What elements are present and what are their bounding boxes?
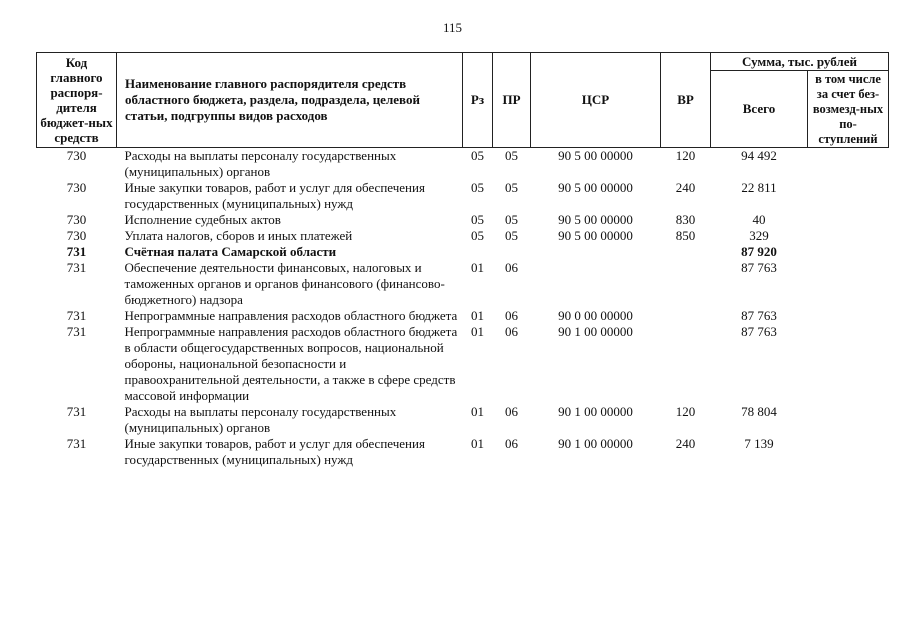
cell-name: Расходы на выплаты персоналу государственных (муниципальных) органов bbox=[124, 148, 397, 179]
cell-csr bbox=[531, 244, 661, 260]
header-vr: ВР bbox=[661, 53, 711, 148]
table-row bbox=[37, 324, 889, 404]
cell-csr: 90 5 00 00000 bbox=[558, 180, 633, 195]
header-name: Наименование главного распорядителя средств областного бюджета, раздела, подраздела, целевой статьи, подгруппы видов расходов bbox=[117, 53, 463, 148]
table-row bbox=[37, 148, 889, 181]
table-body bbox=[37, 148, 889, 469]
cell-pr: 06 bbox=[505, 260, 518, 275]
cell-csr bbox=[531, 260, 661, 308]
cell-code: 730 bbox=[66, 180, 87, 195]
header-free: в том числе за счет без-возмезд-ных по-ступлений bbox=[808, 71, 889, 148]
cell-total: 87 763 bbox=[741, 324, 777, 339]
cell-free bbox=[808, 148, 889, 181]
cell-total: 87 920 bbox=[741, 244, 777, 259]
table-row bbox=[37, 260, 889, 308]
table-row bbox=[37, 404, 889, 436]
cell-vr: 120 bbox=[675, 404, 696, 419]
cell-code: 730 bbox=[66, 148, 87, 163]
table-row bbox=[37, 212, 889, 228]
cell-vr bbox=[661, 260, 711, 308]
table-header bbox=[37, 53, 889, 148]
cell-pr: 05 bbox=[505, 228, 518, 243]
cell-csr: 90 5 00 00000 bbox=[558, 212, 633, 227]
cell-total: 7 139 bbox=[744, 436, 774, 451]
cell-code: 730 bbox=[66, 212, 87, 227]
cell-free bbox=[808, 244, 889, 260]
cell-csr: 90 1 00 00000 bbox=[558, 436, 633, 451]
cell-rz: 05 bbox=[471, 228, 484, 243]
cell-total: 22 811 bbox=[741, 180, 777, 195]
cell-name: Непрограммные направления расходов областного бюджета в области общегосударственных вопросов, национальной обороны, национальной безопасности и правоохранительной деятельности, а также в сфере средств массовой информации bbox=[124, 324, 458, 403]
cell-total: 94 492 bbox=[741, 148, 777, 163]
cell-name: Уплата налогов, сборов и иных платежей bbox=[124, 228, 353, 243]
cell-csr: 90 5 00 00000 bbox=[558, 148, 633, 163]
cell-code: 730 bbox=[66, 228, 87, 243]
page-number: 115 bbox=[442, 20, 463, 35]
cell-vr bbox=[661, 308, 711, 324]
cell-rz: 01 bbox=[471, 308, 484, 323]
header-total: Всего bbox=[711, 71, 808, 148]
cell-name: Иные закупки товаров, работ и услуг для обеспечения государственных (муниципальных) нужд bbox=[124, 180, 425, 211]
cell-code: 731 bbox=[66, 260, 87, 275]
cell-free bbox=[808, 308, 889, 324]
cell-vr bbox=[661, 324, 711, 404]
cell-rz: 05 bbox=[471, 212, 484, 227]
cell-free bbox=[808, 260, 889, 308]
cell-name: Непрограммные направления расходов областного бюджета bbox=[124, 308, 458, 323]
cell-total: 87 763 bbox=[741, 260, 777, 275]
table-row bbox=[37, 308, 889, 324]
cell-code: 731 bbox=[66, 244, 87, 259]
cell-csr: 90 0 00 00000 bbox=[558, 308, 633, 323]
cell-pr bbox=[493, 244, 531, 260]
cell-vr: 830 bbox=[675, 212, 696, 227]
cell-rz: 05 bbox=[471, 180, 484, 195]
cell-free bbox=[808, 212, 889, 228]
table-row bbox=[37, 180, 889, 212]
cell-total: 329 bbox=[749, 228, 769, 243]
cell-free bbox=[808, 180, 889, 212]
cell-rz: 01 bbox=[471, 404, 484, 419]
cell-pr: 06 bbox=[505, 308, 518, 323]
cell-rz: 01 bbox=[471, 260, 484, 275]
cell-vr: 850 bbox=[675, 228, 696, 243]
cell-free bbox=[808, 324, 889, 404]
header-rz: Рз bbox=[463, 53, 493, 148]
cell-code: 731 bbox=[66, 436, 87, 451]
header-csr: ЦСР bbox=[531, 53, 661, 148]
cell-name: Иные закупки товаров, работ и услуг для обеспечения государственных (муниципальных) нужд bbox=[124, 436, 425, 467]
cell-name: Обеспечение деятельности финансовых, налоговых и таможенных органов и органов финансового (финансово-бюджетного) надзора bbox=[124, 260, 445, 307]
cell-csr: 90 1 00 00000 bbox=[558, 404, 633, 419]
cell-vr bbox=[661, 244, 711, 260]
cell-name: Исполнение судебных актов bbox=[124, 212, 281, 227]
cell-rz: 01 bbox=[471, 436, 484, 451]
cell-csr: 90 5 00 00000 bbox=[558, 228, 633, 243]
budget-table bbox=[36, 52, 889, 468]
cell-vr: 120 bbox=[675, 148, 696, 163]
cell-pr: 06 bbox=[505, 436, 518, 451]
header-pr: ПР bbox=[493, 53, 531, 148]
table-row bbox=[37, 436, 889, 468]
cell-pr: 05 bbox=[505, 180, 518, 195]
cell-total: 87 763 bbox=[741, 308, 777, 323]
cell-free bbox=[808, 436, 889, 468]
cell-code: 731 bbox=[66, 404, 87, 419]
cell-rz: 01 bbox=[471, 324, 484, 339]
table-row bbox=[37, 244, 889, 260]
cell-code: 731 bbox=[66, 324, 87, 339]
cell-total: 78 804 bbox=[741, 404, 777, 419]
cell-rz bbox=[463, 244, 493, 260]
cell-name: Расходы на выплаты персоналу государственных (муниципальных) органов bbox=[124, 404, 397, 435]
cell-pr: 05 bbox=[505, 212, 518, 227]
cell-name: Счётная палата Самарской области bbox=[124, 244, 337, 259]
cell-pr: 05 bbox=[505, 148, 518, 163]
cell-free bbox=[808, 404, 889, 436]
cell-csr: 90 1 00 00000 bbox=[558, 324, 633, 339]
cell-code: 731 bbox=[66, 308, 87, 323]
cell-pr: 06 bbox=[505, 404, 518, 419]
cell-rz: 05 bbox=[471, 148, 484, 163]
header-code: Код главного распоря-дителя бюджет-ных средств bbox=[37, 53, 117, 148]
header-sum: Сумма, тыс. рублей bbox=[711, 53, 889, 71]
cell-vr: 240 bbox=[675, 180, 696, 195]
table-row bbox=[37, 228, 889, 244]
cell-pr: 06 bbox=[505, 324, 518, 339]
cell-free bbox=[808, 228, 889, 244]
cell-total: 40 bbox=[752, 212, 766, 227]
cell-vr: 240 bbox=[675, 436, 696, 451]
